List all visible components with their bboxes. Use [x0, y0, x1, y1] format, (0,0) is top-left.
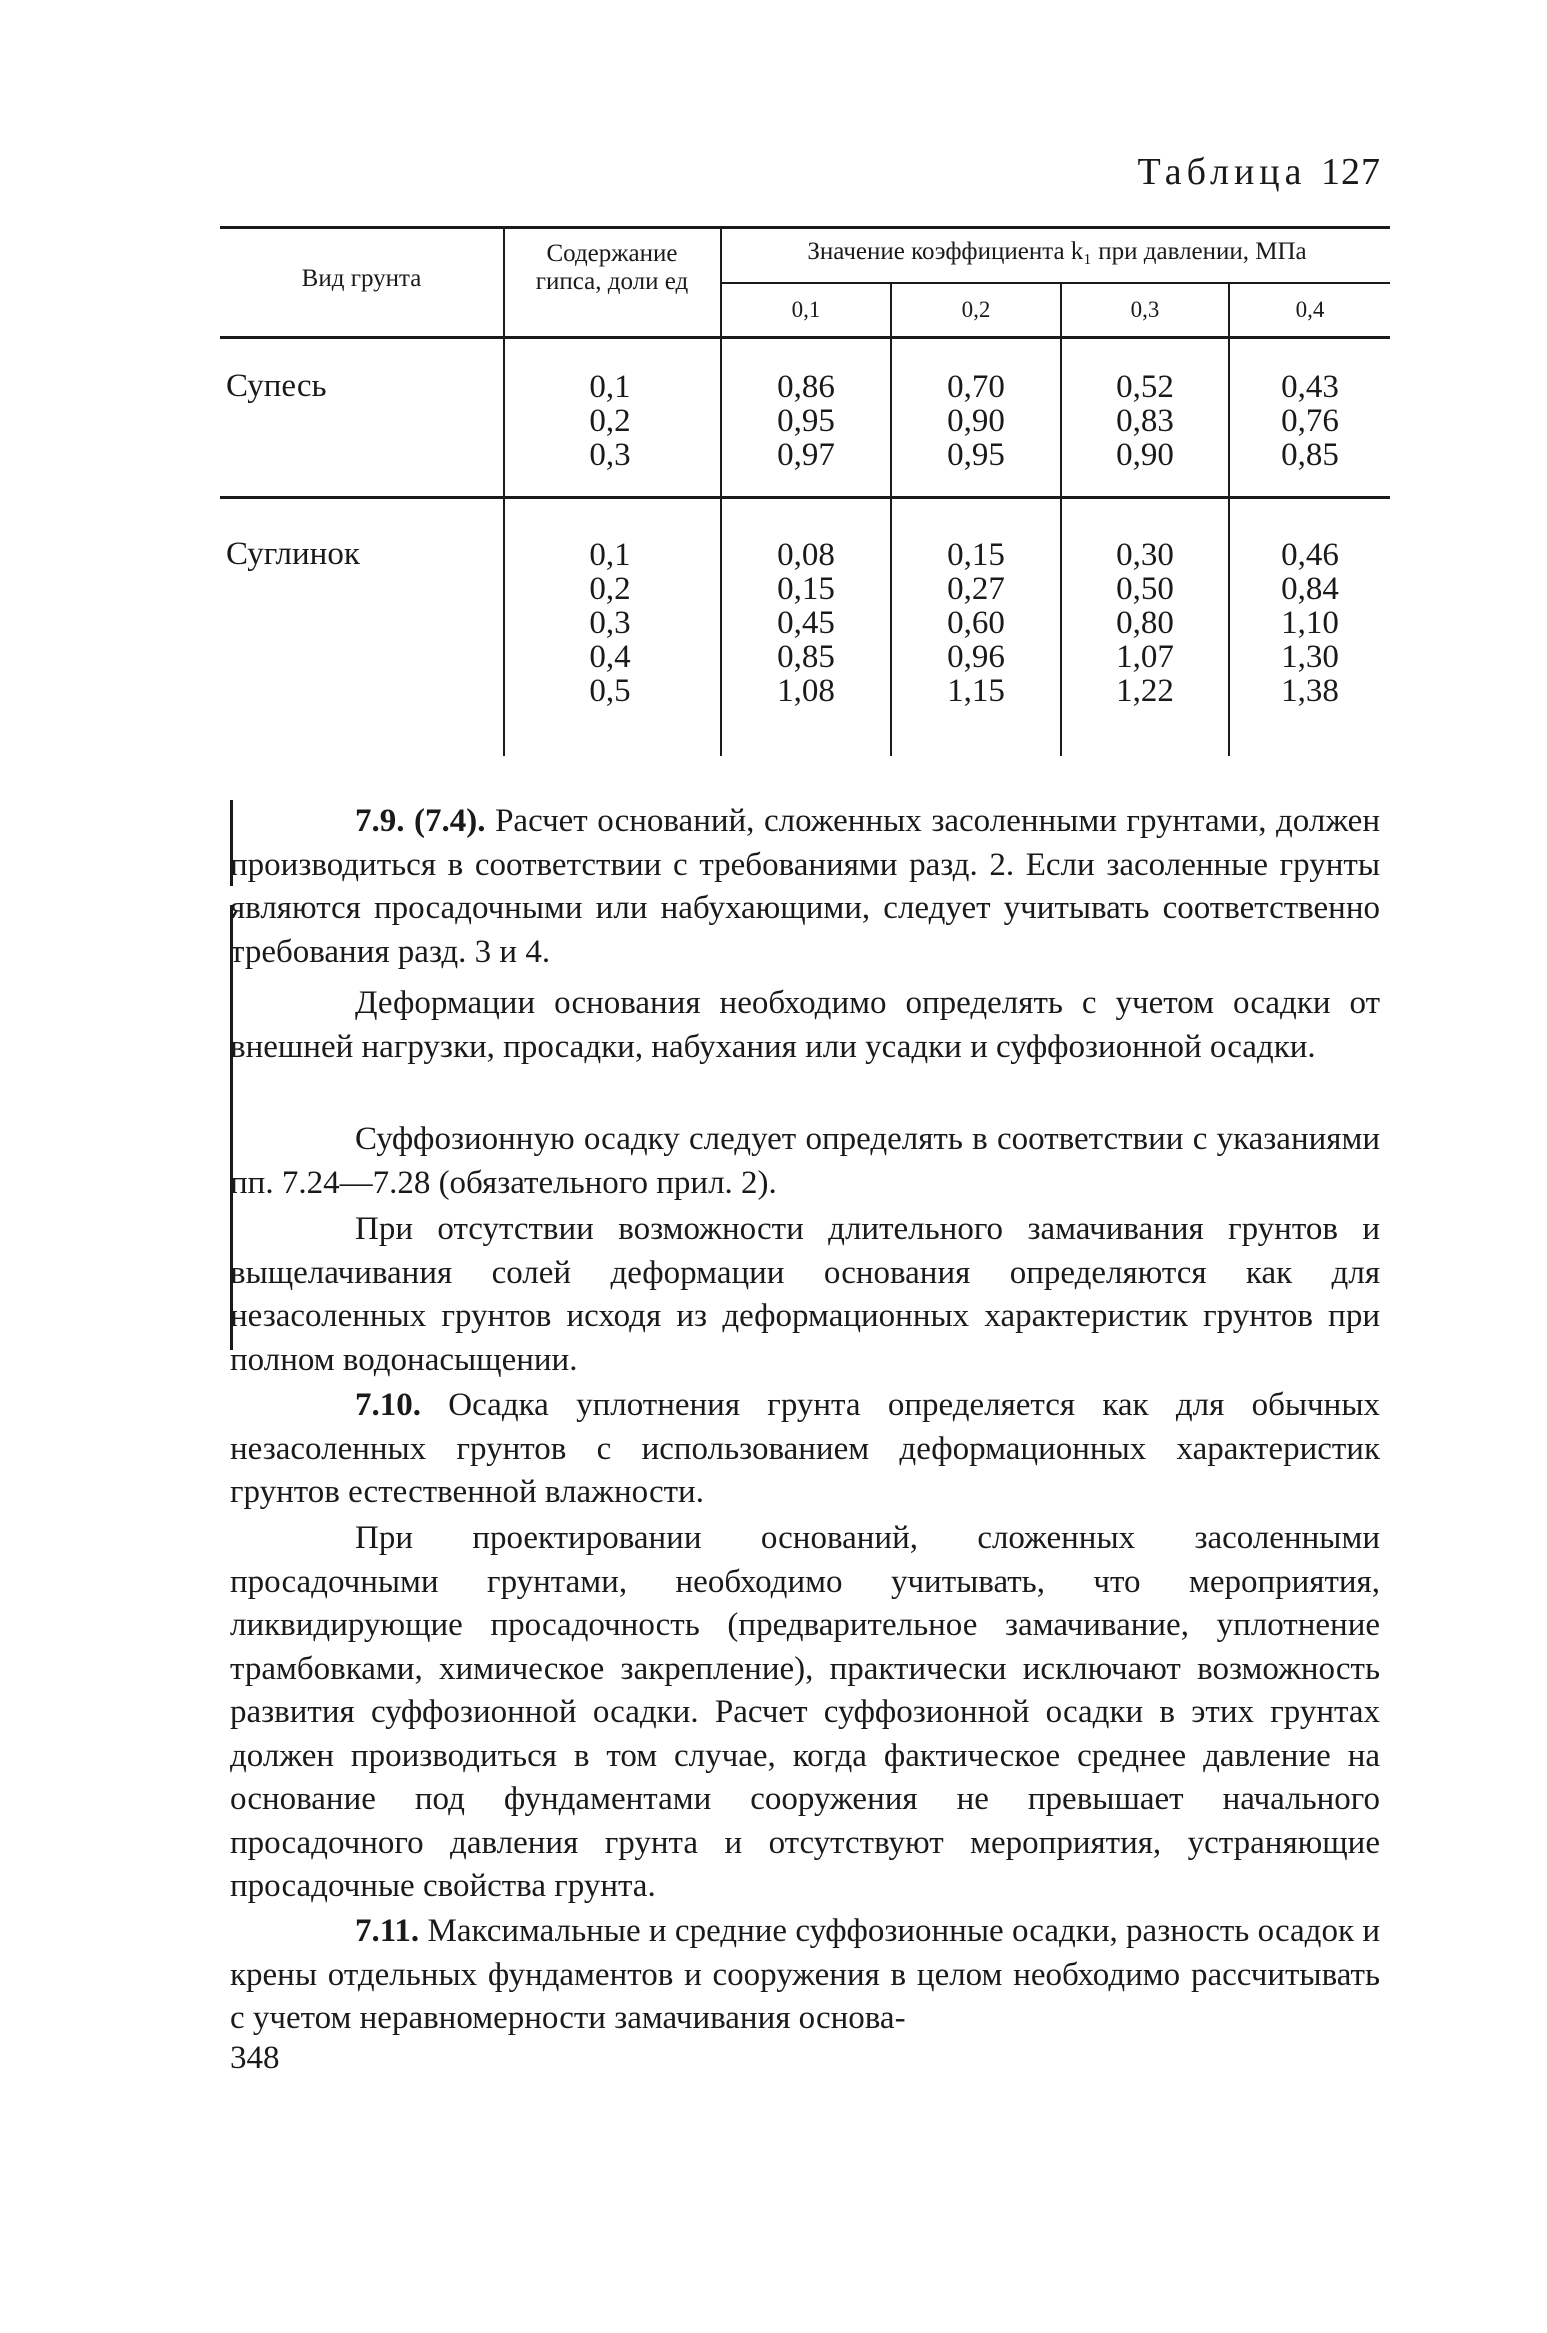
clause-number: 7.10.	[355, 1387, 421, 1423]
table-caption-word: Таблица	[1137, 151, 1307, 193]
page-number: 348	[230, 2040, 280, 2076]
gypsum-values: 0,1 0,2 0,3 0,4 0,5	[589, 537, 631, 709]
paragraph-text: При отсутствии возможности длительного замачивания грунтов и выщелачивания солей деформации основания определяются как для незасоленных грунтов исходя из деформационных характеристик грунтов при полном водонасыщении.	[230, 1211, 1380, 1378]
pressure-header-rule	[720, 282, 1390, 284]
gypsum-values: 0,1 0,2 0,3	[589, 369, 631, 473]
paragraph-text: Расчет оснований, сложенных засоленными грунтами, должен производиться в соответствии с требованиями разд. 2. Если засоленные грунты являются просадочными или набухающими, следует учитывать соответственно требования разд. 3 и 4.	[230, 803, 1380, 970]
paragraph-text: Суффозионную осадку следует определять в соответствии с указаниями пп. 7.24—7.28 (обязательного прил. 2).	[230, 1121, 1380, 1201]
coef-values-p03: 0,30 0,50 0,80 1,07 1,22	[1116, 537, 1174, 709]
coef-values-p03: 0,52 0,83 0,90	[1116, 369, 1174, 473]
table-top-rule	[220, 226, 1390, 229]
header-pressure-0-3: 0,3	[1130, 297, 1160, 322]
paragraph-text: При проектировании оснований, сложенных засоленными просадочными грунтами, необходимо учитывать, что мероприятия, ликвидирующие просадочность (предварительное замачивание, уплотнение трамбовками, химическое закрепление), практически исключают возможность развития суффозионной осадки. Расчет суффозионной осадки в этих грунтах должен производиться в том случае, когда фактическое среднее давление на основание под фундаментами сооружения не превышает начального просадочного давления грунта и отсутствуют мероприятия, устраняющие просадочные свойства грунта.	[230, 1520, 1380, 1904]
coef-values-p04: 0,46 0,84 1,10 1,30 1,38	[1281, 537, 1339, 709]
header-pressure-0-2: 0,2	[961, 297, 991, 322]
paragraph-no-soaking	[230, 1208, 1380, 1382]
table-caption-number: 127	[1321, 151, 1381, 193]
paragraph-text: Деформации основания необходимо определять с учетом осадки от внешней нагрузки, просадки, набухания или усадки и суффозионной осадки.	[230, 985, 1380, 1065]
paragraph-7-10	[230, 1384, 1380, 1515]
header-coefficient: Значение коэффициента k₁ при давлении, МПа	[807, 238, 1307, 265]
paragraph-text: Осадка уплотнения грунта определяется как для обычных незасоленных грунтов с использованием деформационных характеристик грунтов естественной влажности.	[230, 1387, 1380, 1510]
header-pressure-0-1: 0,1	[791, 297, 821, 322]
header-soil-type: Вид грунта	[301, 265, 422, 292]
paragraph-suffosion	[230, 1118, 1380, 1205]
coef-values-p01: 0,86 0,95 0,97	[777, 369, 835, 473]
paragraph-deformations	[230, 982, 1380, 1069]
coef-values-p01: 0,08 0,15 0,45 0,85 1,08	[777, 537, 835, 709]
header-gypsum-content: Содержание гипса, доли ед	[535, 240, 689, 295]
header-bottom-rule	[220, 336, 1390, 339]
paragraph-7-11	[230, 1910, 1380, 2041]
soil-name: Суглинок	[226, 536, 360, 572]
group-separator-rule	[220, 496, 1390, 499]
header-pressure-0-4: 0,4	[1295, 297, 1325, 322]
soil-name: Супесь	[226, 368, 327, 404]
paragraph-7-9	[230, 800, 1380, 974]
coef-values-p04: 0,43 0,76 0,85	[1281, 369, 1339, 473]
paragraph-text: Максимальные и средние суффозионные осадки, разность осадок и крены отдельных фундаментов и сооружения в целом необходимо рассчитывать с учетом неравномерности замачивания основа-	[230, 1913, 1380, 2036]
paragraph-design	[230, 1517, 1380, 1909]
table-caption	[1137, 150, 1381, 194]
clause-number: 7.11.	[355, 1913, 420, 1949]
col-rule-1	[503, 226, 505, 756]
coef-values-p02: 0,15 0,27 0,60 0,96 1,15	[947, 537, 1005, 709]
coef-values-p02: 0,70 0,90 0,95	[947, 369, 1005, 473]
coefficient-table	[220, 218, 1390, 758]
clause-number: 7.9. (7.4).	[355, 803, 486, 839]
